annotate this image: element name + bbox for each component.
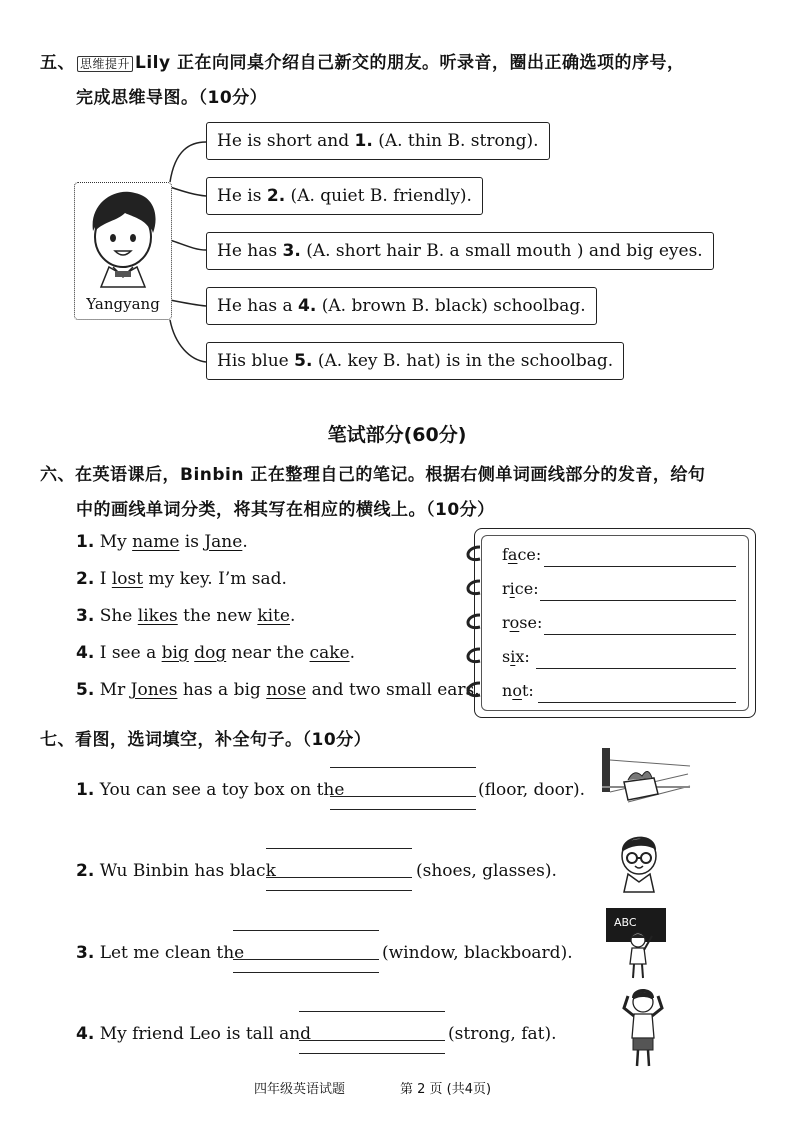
- q3-answer-line[interactable]: [233, 959, 379, 960]
- q2-text: 2. Wu Binbin has black: [76, 861, 276, 881]
- notebook-rings-icon: [462, 535, 492, 705]
- written-part-title: 笔试部分(60分): [327, 424, 467, 446]
- sentence-4: 4. I see a big dog near the cake.: [76, 643, 355, 663]
- toy-box-on-floor-icon: [598, 746, 694, 804]
- q1-answer-line[interactable]: [330, 796, 476, 797]
- q1-text: 1. You can see a toy box on the: [76, 780, 345, 800]
- footer-page: 第 2 页 (共4页): [400, 1082, 492, 1097]
- blackboard-text: ABC: [614, 916, 637, 929]
- yangyang-card: [74, 182, 172, 320]
- notebook-word-not: not:: [502, 681, 534, 700]
- notebook-word-rice: rice:: [502, 579, 539, 598]
- section7-heading: 七、看图，选词填空，补全句子。（10分）: [40, 730, 372, 750]
- mindmap-box-2: He is 2. (A. quiet B. friendly).: [206, 177, 483, 215]
- strong-boy-icon: [620, 986, 666, 1070]
- girl-cleaning-blackboard-icon: [606, 906, 666, 982]
- q2-options: (shoes, glasses).: [416, 861, 557, 881]
- boy-portrait-icon: [75, 183, 171, 289]
- q2-line-top: [266, 848, 412, 849]
- person-name: Yangyang: [86, 295, 160, 313]
- notebook-word-six: six:: [502, 647, 530, 666]
- footer-title: 四年级英语试题: [254, 1082, 346, 1097]
- mindmap-box-1: He is short and 1. (A. thin B. strong).: [206, 122, 550, 160]
- sentence-3: 3. She likes the new kite.: [76, 606, 296, 626]
- section5-tag: 思维提升: [77, 56, 133, 72]
- q3-line-top: [233, 930, 379, 931]
- q4-options: (strong, fat).: [448, 1024, 557, 1044]
- answer-line-rice[interactable]: [540, 600, 736, 601]
- q4-answer-line[interactable]: [299, 1040, 445, 1041]
- boy-with-glasses-icon: [616, 828, 662, 894]
- sentence-2: 2. I lost my key. I’m sad.: [76, 569, 287, 589]
- sentence-5: 5. Mr Jones has a big nose and two small ears.: [76, 680, 480, 700]
- q1-line-bottom: [330, 809, 476, 810]
- answer-line-face[interactable]: [544, 566, 736, 567]
- q4-line-top: [299, 1011, 445, 1012]
- q4-text: 4. My friend Leo is tall and: [76, 1024, 312, 1044]
- notebook-word-face: face:: [502, 545, 542, 564]
- section5-heading-line2: 完成思维导图。（10分）: [76, 88, 268, 108]
- section6-heading-line1: 六、在英语课后，Binbin 正在整理自己的笔记。根据右侧单词画线部分的发音，给句: [40, 465, 706, 485]
- section5-heading-line1: 五、 思维提升 Lily 正在向同桌介绍自己新交的朋友。听录音，圈出正确选项的序号，: [40, 53, 685, 73]
- q3-options: (window, blackboard).: [382, 943, 573, 963]
- notebook-word-rose: rose:: [502, 613, 543, 632]
- mindmap-box-4: He has a 4. (A. brown B. black) schoolbag.: [206, 287, 597, 325]
- sentence-1: 1. My name is Jane.: [76, 532, 248, 552]
- q3-line-bottom: [233, 972, 379, 973]
- q1-line-top: [330, 767, 476, 768]
- mindmap-box-5: His blue 5. (A. key B. hat) is in the schoolbag.: [206, 342, 624, 380]
- q1-options: (floor, door).: [478, 780, 586, 800]
- q4-line-bottom: [299, 1053, 445, 1054]
- section6-heading-line2: 中的画线单词分类，将其写在相应的横线上。（10分）: [76, 500, 495, 520]
- answer-line-six[interactable]: [536, 668, 736, 669]
- q3-text: 3. Let me clean the: [76, 943, 245, 963]
- q2-answer-line[interactable]: [266, 877, 412, 878]
- q2-line-bottom: [266, 890, 412, 891]
- answer-line-rose[interactable]: [544, 634, 736, 635]
- answer-line-not[interactable]: [538, 702, 736, 703]
- mindmap-box-3: He has 3. (A. short hair B. a small mouth ) and big eyes.: [206, 232, 714, 270]
